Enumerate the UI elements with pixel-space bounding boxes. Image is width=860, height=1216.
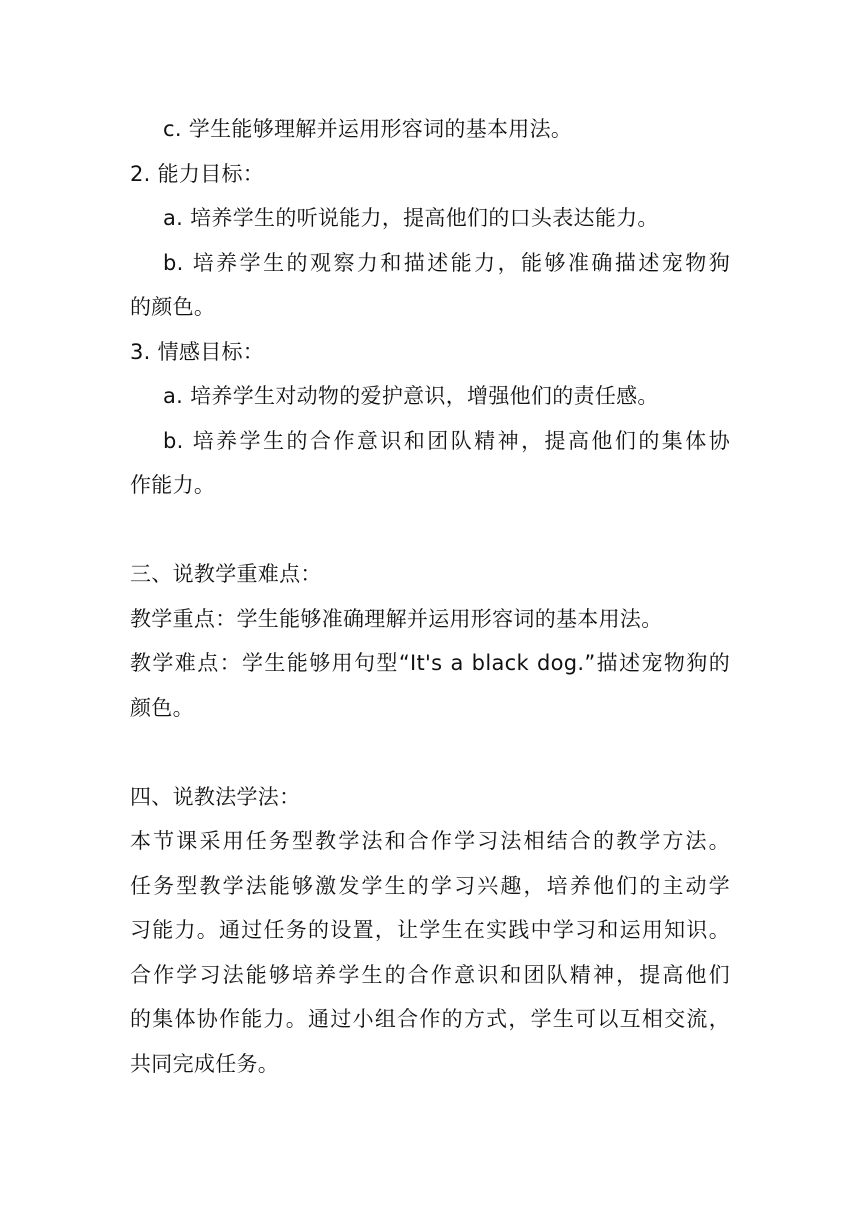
methods-paragraph-line: 本节课采用任务型教学法和合作学习法相结合的教学方法。 [130,829,730,853]
methods-paragraph-line: 习能力。通过任务的设置，让学生在实践中学习和运用知识。 [130,918,730,942]
emotion-objectives-heading: 3. 情感目标： [130,339,265,364]
emotion-item-b: b. 培养学生的合作意识和团队精神，提高他们的集体协 [163,428,730,453]
methods-paragraph-line: 的集体协作能力。通过小组合作的方式，学生可以互相交流， [130,1007,730,1031]
ability-objectives-heading: 2. 能力目标： [130,161,265,186]
methods-paragraph-line: 合作学习法能够培养学生的合作意识和团队精神，提高他们 [130,962,730,987]
emotion-item-a: a. 培养学生对动物的爱护意识，增强他们的责任感。 [163,384,659,408]
teaching-difficulty: 教学难点：学生能够用句型“It's a black dog.”描述宠物狗的 [130,651,730,675]
document-body [130,107,730,1086]
methods-paragraph-last-line: 共同完成任务。 [130,1051,280,1076]
blank-line [130,730,730,775]
blank-line [130,508,730,553]
teaching-focus: 教学重点：学生能够准确理解并运用形容词的基本用法。 [130,606,663,631]
ability-item-b: b. 培养学生的观察力和描述能力，能够准确描述宠物狗 [163,250,730,275]
ability-item-b-continuation: 的颜色。 [130,295,216,319]
methods-paragraph-line: 任务型教学法能够激发学生的学习兴趣，培养他们的主动学 [130,873,730,898]
objective-item-c: c. 学生能够理解并运用形容词的基本用法。 [163,117,573,141]
ability-item-a: a. 培养学生的听说能力，提高他们的口头表达能力。 [163,206,659,230]
emotion-item-b-continuation: 作能力。 [130,473,216,497]
section-heading-key-points: 三、说教学重难点： [130,562,322,586]
section-heading-methods: 四、说教法学法： [130,784,301,809]
teaching-difficulty-continuation: 颜色。 [130,695,194,720]
